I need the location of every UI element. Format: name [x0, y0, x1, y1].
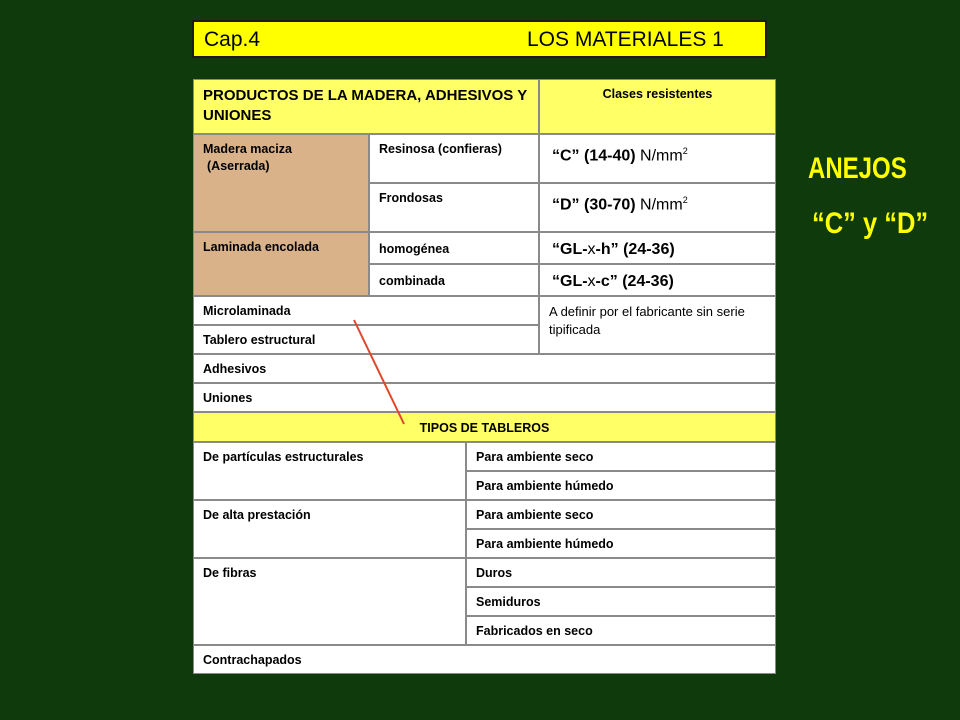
madera-maciza-label: Madera maciza [203, 142, 292, 156]
gl-x: x [587, 241, 596, 258]
unit-sup: 2 [682, 195, 688, 205]
gl-prefix: “GL- [552, 273, 588, 290]
particulas-seco: Para ambiente seco [466, 442, 776, 471]
tablero-estructural-cell: Tablero estructural [193, 325, 539, 354]
chapter-title: LOS MATERIALES 1 [527, 28, 724, 51]
combinada-cell: combinada [369, 264, 539, 296]
gl-c-suffix: -c” (24-36) [595, 273, 674, 290]
unit-sup: 2 [682, 146, 688, 156]
aserrada-label: (Aserrada) [207, 158, 270, 173]
table1-header-left: PRODUCTOS DE LA MADERA, ADHESIVOS Y UNIONES [193, 79, 539, 134]
resinosa-cell: Resinosa (confieras) [369, 134, 539, 183]
laminada-encolada-cell: Laminada encolada [193, 232, 369, 296]
fibras-seco: Fabricados en seco [466, 616, 776, 645]
resinosa-class: “C” (14-40) [552, 147, 636, 165]
adhesivos-cell: Adhesivos [193, 354, 776, 383]
frondosas-class: “D” (30-70) [552, 196, 636, 214]
definir-cell: A definir por el fabricante sin serie tipificada [539, 296, 776, 354]
fibras-duros: Duros [466, 558, 776, 587]
gl-x: x [587, 273, 596, 290]
c-y-d-label: “C” y “D” [812, 207, 929, 240]
chapter-label: Cap.4 [204, 28, 261, 51]
particulas-cell: De partículas estructurales [193, 442, 466, 500]
gl-h-suffix: -h” (24-36) [595, 241, 675, 258]
fibras-semiduros: Semiduros [466, 587, 776, 616]
unit: N/mm [640, 196, 683, 214]
anejos-label: ANEJOS [808, 152, 907, 185]
microlaminada-cell: Microlaminada [193, 296, 539, 325]
connector-stroke [354, 320, 404, 424]
uniones-cell: Uniones [193, 383, 776, 412]
table2-header: TIPOS DE TABLEROS [193, 412, 776, 442]
particulas-humedo: Para ambiente húmedo [466, 471, 776, 500]
contrachapados-cell: Contrachapados [193, 645, 776, 674]
frondosas-cell: Frondosas [369, 183, 539, 232]
fibras-cell: De fibras [193, 558, 466, 645]
alta-humedo: Para ambiente húmedo [466, 529, 776, 558]
gl-prefix: “GL- [552, 241, 588, 258]
alta-prestacion-cell: De alta prestación [193, 500, 466, 558]
unit: N/mm [640, 147, 683, 165]
table1-header-right: Clases resistentes [539, 79, 776, 134]
alta-seco: Para ambiente seco [466, 500, 776, 529]
homogenea-cell: homogénea [369, 232, 539, 264]
